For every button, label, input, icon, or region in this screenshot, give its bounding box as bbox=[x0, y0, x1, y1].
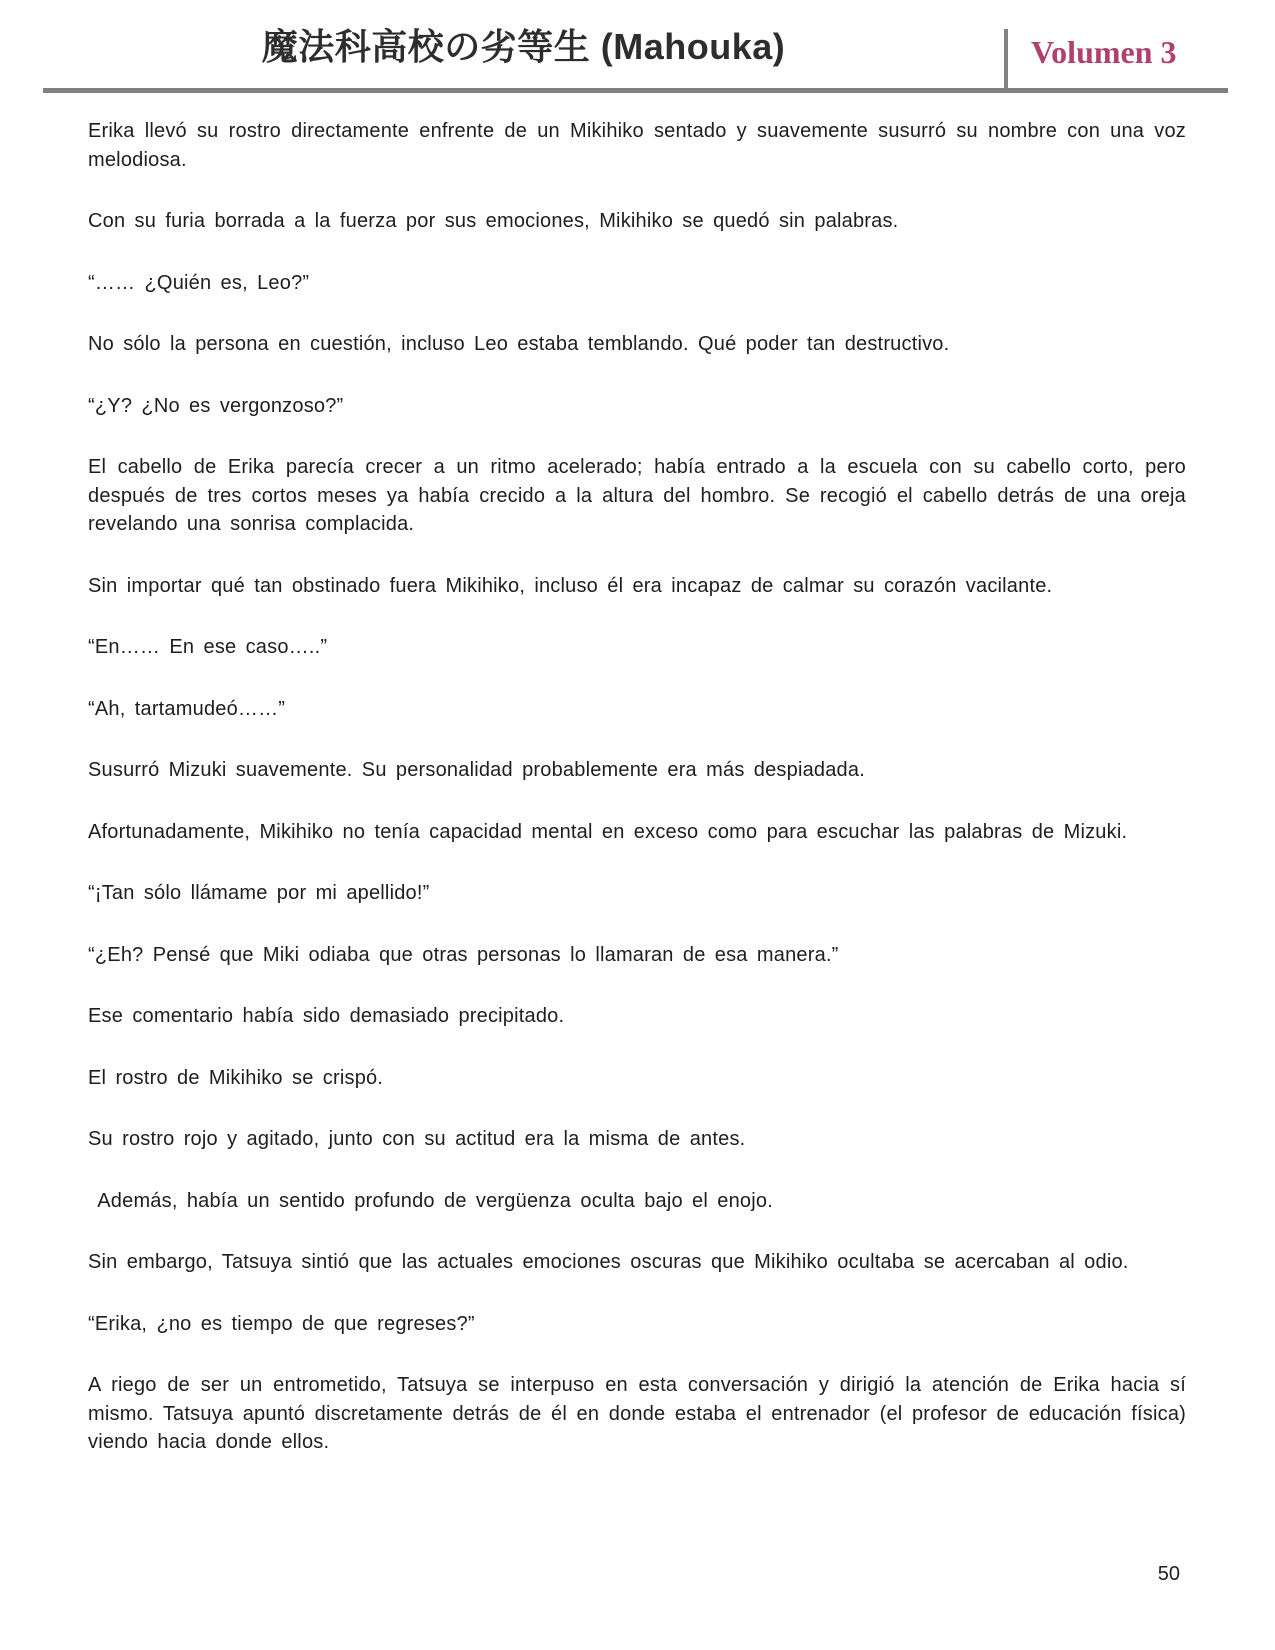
paragraph: El cabello de Erika parecía crecer a un ritmo acelerado; había entrado a la escuela con su cabello corto, pero después de tres cortos meses ya había crecido a la altura del hombro. Se recogió el cabello detrás de una oreja revelando una sonrisa complacida. bbox=[88, 456, 1186, 535]
paragraph: “¡Tan sólo llámame por mi apellido!” bbox=[88, 882, 430, 904]
volume-label: Volumen 3 bbox=[1031, 34, 1177, 70]
paragraph: “Erika, ¿no es tiempo de que regreses?” bbox=[88, 1312, 475, 1335]
paragraph: “Ah, tartamudeó……” bbox=[88, 697, 286, 720]
paragraph: “¿Eh? Pensé que Miki odiaba que otras personas lo llamaran de esa manera.” bbox=[88, 943, 839, 966]
paragraph: “En…… En ese caso…..” bbox=[88, 636, 328, 658]
paragraph: Susurró Mizuki suavemente. Su personalidad probablemente era más despiadada. bbox=[88, 759, 865, 781]
paragraph: Con su furia borrada a la fuerza por sus emociones, Mikihiko se quedó sin palabras. bbox=[88, 210, 899, 232]
paragraph: Sin embargo, Tatsuya sintió que las actuales emociones oscuras que Mikihiko ocultaba se acercaban al odio. bbox=[88, 1251, 1129, 1273]
paragraph: “…… ¿Quién es, Leo?” bbox=[88, 271, 310, 294]
paragraph: A riego de ser un entrometido, Tatsuya se interpuso en esta conversación y dirigió la atención de Erika hacia sí mismo. Tatsuya apuntó discretamente detrás de él en donde estaba el entrenador (el profesor de educación física) viendo hacia donde ellos. bbox=[88, 1374, 1186, 1453]
page-number: 50 bbox=[1157, 1563, 1180, 1585]
paragraph: “¿Y? ¿No es vergonzoso?” bbox=[88, 394, 344, 417]
body-text bbox=[88, 117, 1186, 1490]
paragraph: Su rostro rojo y agitado, junto con su actitud era la misma de antes. bbox=[88, 1128, 746, 1150]
paragraph: El rostro de Mikihiko se crispó. bbox=[88, 1066, 384, 1089]
paragraph: No sólo la persona en cuestión, incluso Leo estaba temblando. Qué poder tan destructivo. bbox=[88, 333, 950, 355]
header-rule bbox=[43, 88, 1228, 93]
header-divider bbox=[1004, 29, 1008, 93]
document-title: 魔法科高校の劣等生 (Mahouka) bbox=[261, 26, 786, 67]
paragraph: Afortunadamente, Mikihiko no tenía capacidad mental en exceso como para escuchar las palabras de Mizuki. bbox=[88, 820, 1128, 843]
paragraph: Además, había un sentido profundo de vergüenza oculta bajo el enojo. bbox=[88, 1189, 773, 1212]
paragraph: Ese comentario había sido demasiado precipitado. bbox=[88, 1005, 565, 1027]
paragraph: Erika llevó su rostro directamente enfrente de un Mikihiko sentado y suavemente susurró su nombre con una voz melodiosa. bbox=[88, 120, 1186, 171]
paragraph: Sin importar qué tan obstinado fuera Mikihiko, incluso él era incapaz de calmar su corazón vacilante. bbox=[88, 574, 1053, 597]
